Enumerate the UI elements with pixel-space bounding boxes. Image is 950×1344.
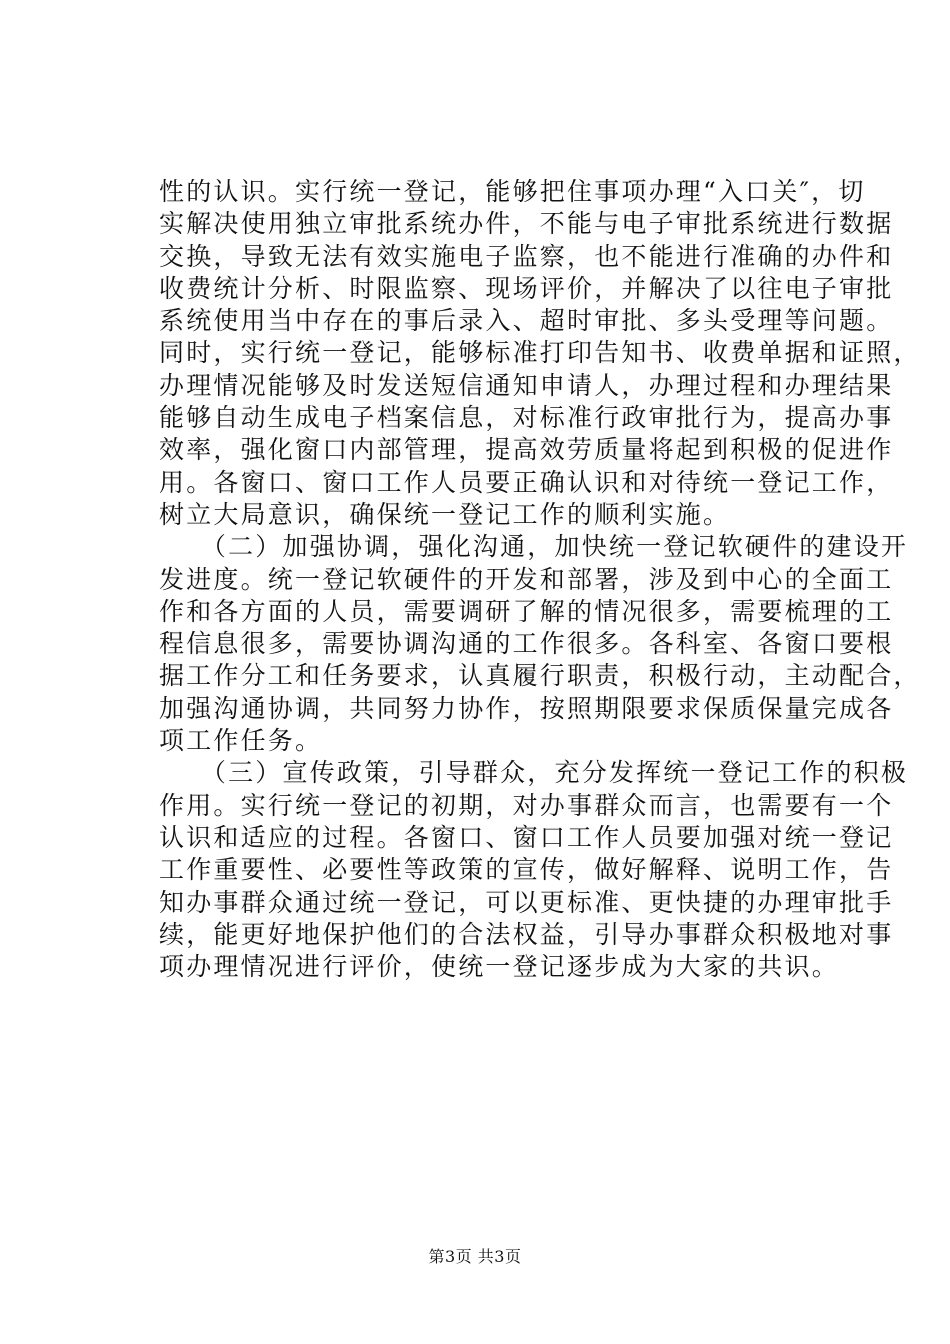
body-line: 收费统计分析、时限监察、现场评价，并解决了以往电子审批 (159, 273, 894, 303)
body-line: 办理情况能够及时发送短信通知申请人，办理过程和办理结果 (159, 370, 894, 400)
body-line: 实解决使用独立审批系统办件，不能与电子审批系统进行数据 (159, 209, 894, 239)
body-line: 认识和适应的过程。各窗口、窗口工作人员要加强对统一登记 (159, 822, 894, 852)
body-line: 效率，强化窗口内部管理，提高效劳质量将起到积极的促进作 (159, 435, 894, 465)
document-body (159, 176, 921, 983)
body-line: 项工作任务。 (159, 726, 323, 756)
body-line: 作用。实行统一登记的初期，对办事群众而言，也需要有一个 (159, 790, 894, 820)
page-number-footer: 第3页 共3页 (428, 1247, 522, 1266)
body-line: 能够自动生成电子档案信息，对标准行政审批行为，提高办事 (159, 403, 894, 433)
body-line: 树立大局意识，确保统一登记工作的顺利实施。 (159, 499, 731, 529)
body-line: 作和各方面的人员，需要调研了解的情况很多，需要梳理的工 (159, 596, 894, 626)
body-line: 性的认识。实行统一登记，能够把住事项办理“入口关″，切 (159, 177, 866, 206)
body-line: 知办事群众通过统一登记，可以更标准、更快捷的办理审批手 (159, 887, 894, 917)
section-heading-line: （二）加强协调，强化沟通，加快统一登记软硬件的建设开 (159, 532, 909, 562)
body-line: 据工作分工和任务要求，认真履行职责，积极行动，主动配合， (159, 661, 921, 691)
body-line: 同时，实行统一登记，能够标准打印告知书、收费单据和证照， (159, 338, 921, 368)
body-line: 工作重要性、必要性等政策的宣传，做好解释、说明工作，告 (159, 855, 894, 885)
section-heading-line: （三）宣传政策，引导群众，充分发挥统一登记工作的积极 (159, 758, 909, 788)
body-line: 加强沟通协调，共同努力协作，按照期限要求保质保量完成各 (159, 693, 894, 723)
body-line: 续，能更好地保护他们的合法权益，引导办事群众积极地对事 (159, 919, 894, 949)
body-line: 发进度。统一登记软硬件的开发和部署，涉及到中心的全面工 (159, 564, 894, 594)
body-line: 系统使用当中存在的事后录入、超时审批、多头受理等问题。 (159, 306, 894, 336)
body-line: 用。各窗口、窗口工作人员要正确认识和对待统一登记工作， (159, 467, 894, 497)
body-line: 程信息很多，需要协调沟通的工作很多。各科室、各窗口要根 (159, 629, 894, 659)
body-line: 交换，导致无法有效实施电子监察，也不能进行准确的办件和 (159, 241, 894, 271)
body-line: 项办理情况进行评价，使统一登记逐步成为大家的共识。 (159, 952, 840, 982)
